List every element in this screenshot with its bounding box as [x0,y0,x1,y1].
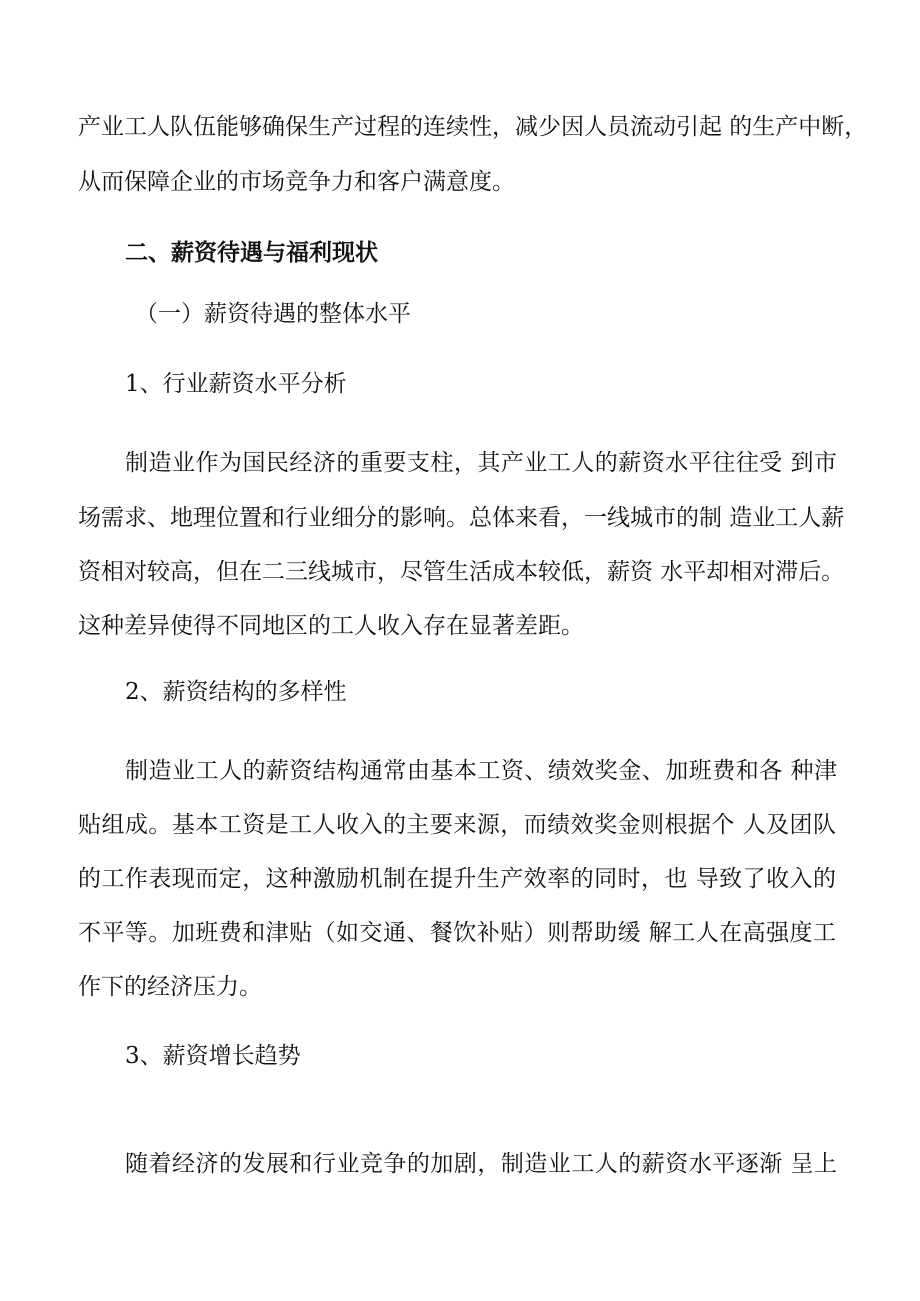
intro-line-1: 产业工人队伍能够确保生产过程的连续性，减少因人员流动引起 的生产中断， [78,114,868,140]
item-1-heading: 1、行业薪资水平分析 [125,371,347,397]
item-2-line-2: 贴组成。基本工资是工人收入的主要来源，而绩效奖金则根据个 人及团队 [78,812,836,838]
intro-line-2: 从而保障企业的市场竞争力和客户满意度。 [78,169,515,195]
item-2-line-5: 作下的经济压力。 [78,974,262,1000]
item-2-heading: 2、薪资结构的多样性 [125,679,347,705]
item-2-line-3: 的工作表现而定，这种激励机制在提升生产效率的同时，也 导致了收入的 [78,866,836,892]
section-heading: 二、薪资待遇与福利现状 [125,239,378,266]
subsection-heading: （一）薪资待遇的整体水平 [135,301,411,327]
item-3-line-1: 随着经济的发展和行业竞争的加剧，制造业工人的薪资水平逐渐 呈上 [125,1151,837,1177]
item-1-line-3: 资相对较高，但在二三线城市，尽管生活成本较低，薪资 水平却相对滞后。 [78,559,845,585]
item-3-heading: 3、薪资增长趋势 [125,1043,301,1069]
item-2-line-1: 制造业工人的薪资结构通常由基本工资、绩效奖金、加班费和各 种津 [125,758,837,784]
item-2-line-4: 不平等。加班费和津贴（如交通、餐饮补贴）则帮助缓 解工人在高强度工 [78,920,836,946]
item-1-line-4: 这种差异使得不同地区的工人收入存在显著差距。 [78,613,584,639]
item-1-line-2: 场需求、地理位置和行业细分的影响。总体来看，一线城市的制 造业工人薪 [78,505,845,531]
item-1-line-1: 制造业作为国民经济的重要支柱，其产业工人的薪资水平往往受 到市 [125,450,837,476]
